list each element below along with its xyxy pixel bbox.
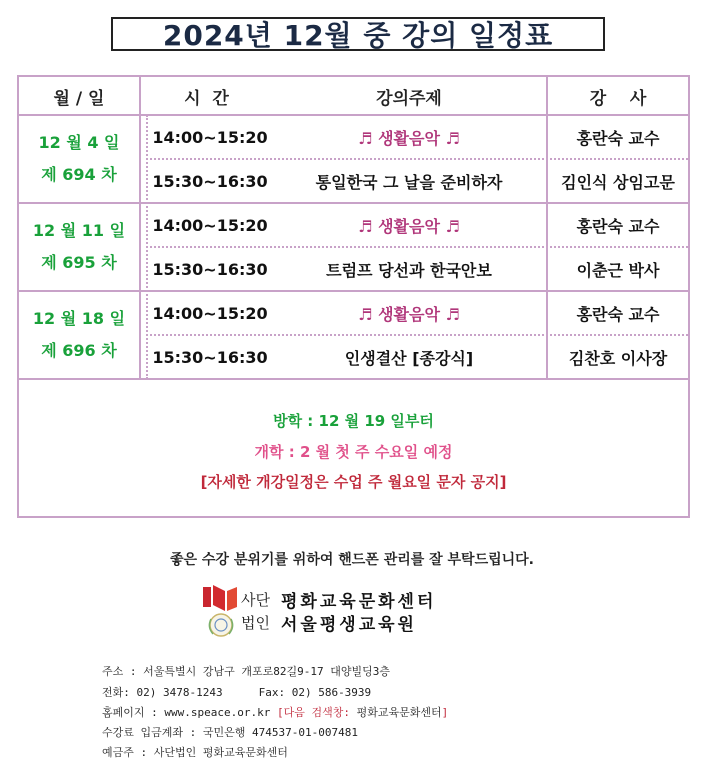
time-cell: 15:30~16:30 bbox=[152, 259, 268, 279]
topic-cell: 통일한국 그 날을 준비하자 bbox=[315, 172, 503, 192]
session-date bbox=[19, 116, 139, 202]
org-prefix-line1: 사단 bbox=[241, 591, 270, 609]
time-cell: 15:30~16:30 bbox=[152, 347, 268, 367]
address-line: 주소 : 서울특별시 강남구 개포로82길9-17 대양빌딩3층 bbox=[102, 665, 390, 678]
search-term: 평화교육문화센터 bbox=[356, 706, 442, 719]
time-cell: 14:00~15:20 bbox=[152, 215, 268, 235]
phone-line bbox=[102, 684, 371, 700]
session-date-label: 12 월 4 일 bbox=[38, 133, 120, 152]
session-number: 제 695 차 bbox=[41, 253, 117, 272]
vacation-notice: 방학 : 12 월 19 일부터 bbox=[273, 412, 434, 430]
lecturer-cell: 홍란숙 교수 bbox=[576, 216, 660, 236]
topic-cell: ♬ 생활음악 ♬ bbox=[358, 304, 460, 324]
lecturer-cell: 김인식 상임고문 bbox=[561, 172, 675, 192]
account-holder-line: 예금주 : 사단법인 평화교육문화센터 bbox=[102, 746, 288, 759]
time-cell: 14:00~15:20 bbox=[152, 127, 268, 147]
lecturer-cell: 홍란숙 교수 bbox=[576, 304, 660, 324]
header-date: 월 / 일 bbox=[53, 88, 105, 109]
page-title: 2024년 12월 중 강의 일정표 bbox=[111, 17, 605, 51]
organization-logo bbox=[203, 583, 239, 639]
topic-cell: 인생결산 [종강식] bbox=[344, 348, 474, 368]
phone-number: 전화: 02) 3478-1243 bbox=[102, 686, 223, 699]
lecturer-cell: 홍란숙 교수 bbox=[576, 128, 660, 148]
header-time: 시 간 bbox=[184, 88, 229, 109]
topic-cell: ♬ 생활음악 ♬ bbox=[358, 216, 460, 236]
topic-cell: 트럼프 당선과 한국안보 bbox=[326, 260, 492, 280]
session-number: 제 696 차 bbox=[41, 341, 117, 360]
schedule-table bbox=[17, 75, 690, 518]
session-date-label: 12 월 18 일 bbox=[32, 309, 126, 328]
lecturer-cell: 김찬호 이사장 bbox=[568, 348, 668, 368]
opening-notice: 개학 : 2 월 첫 주 수요일 예정 bbox=[254, 443, 453, 461]
lecturer-cell: 이춘근 박사 bbox=[576, 260, 660, 280]
org-name-primary: 평화교육문화센터 bbox=[281, 592, 437, 612]
session-date bbox=[19, 204, 139, 290]
header-topic: 강의주제 bbox=[376, 88, 442, 109]
homepage-line bbox=[102, 704, 448, 720]
search-hint-close: ] bbox=[441, 706, 449, 719]
topic-cell: ♬ 생활음악 ♬ bbox=[358, 128, 460, 148]
time-cell: 15:30~16:30 bbox=[152, 171, 268, 191]
org-prefix-line2: 법인 bbox=[241, 614, 270, 632]
search-hint: [다음 검색창: bbox=[276, 706, 357, 719]
org-name-secondary: 서울평생교육원 bbox=[281, 615, 417, 635]
account-line: 수강료 입금계좌 : 국민은행 474537-01-007481 bbox=[102, 726, 358, 739]
session-number: 제 694 차 bbox=[41, 165, 117, 184]
session-date-label: 12 월 11 일 bbox=[32, 221, 126, 240]
phone-etiquette-message: 좋은 수강 분위기를 위하여 핸드폰 관리를 잘 부탁드립니다. bbox=[169, 552, 534, 568]
detail-notice: [자세한 개강일정은 수업 주 월요일 문자 공지] bbox=[200, 473, 507, 491]
session-date bbox=[19, 292, 139, 378]
header-lecturer: 강 사 bbox=[589, 88, 647, 109]
fax-number: Fax: 02) 586-3939 bbox=[258, 686, 372, 699]
homepage-url[interactable]: 홈페이지 : www.speace.or.kr bbox=[102, 706, 277, 719]
time-cell: 14:00~15:20 bbox=[152, 303, 268, 323]
